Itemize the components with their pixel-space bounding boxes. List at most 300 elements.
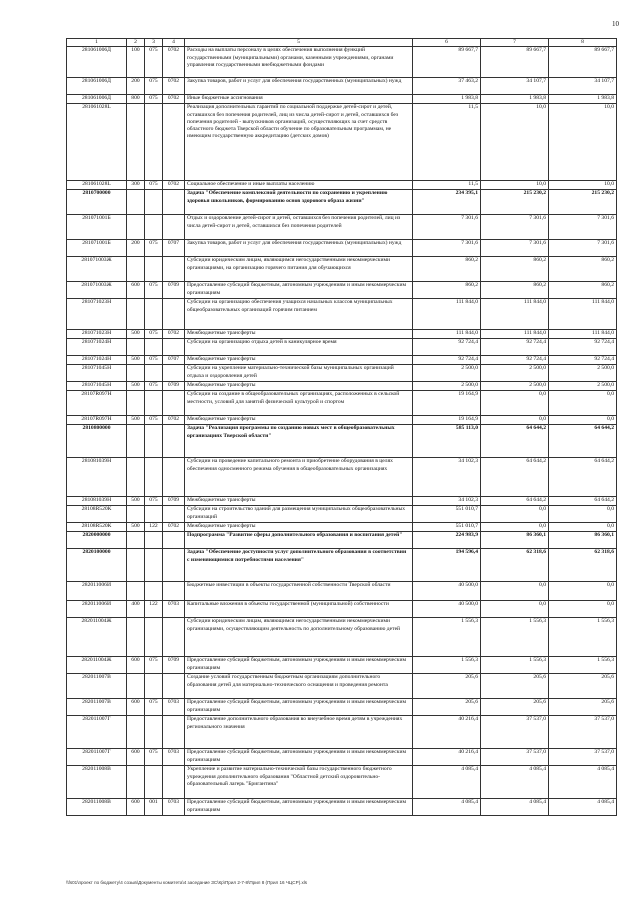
table-row [67, 299, 617, 330]
table-row [67, 618, 617, 657]
description-cell: Субсидии на проведение капитального ремонта и приобретение оборудования в целях обеспечения односменного режима обучения в общеобразовательных организациях [185, 458, 413, 497]
table-row [67, 601, 617, 618]
amount-year1-cell: 7 301,6 [413, 215, 481, 240]
amount-year3-cell: 205,6 [549, 699, 617, 716]
description-cell: Субсидии на организацию отдыха детей в каникулярное время [185, 339, 413, 356]
target-code-cell: 281071003Ж [67, 282, 127, 299]
ministry-code-cell: 075 [145, 282, 163, 299]
amount-year1-cell: 860,2 [413, 257, 481, 282]
amount-year2-cell: 860,2 [481, 257, 549, 282]
expense-type-cell [127, 104, 145, 181]
ministry-code-cell: 075 [145, 497, 163, 506]
amount-year3-cell: 0,0 [549, 523, 617, 532]
table-row [67, 716, 617, 749]
target-code-cell: 281061006Д [67, 47, 127, 78]
expense-type-cell: 600 [127, 749, 145, 766]
ministry-code-cell [145, 365, 163, 382]
amount-year3-cell: 860,2 [549, 257, 617, 282]
amount-year1-cell: 860,2 [413, 282, 481, 299]
expense-type-cell [127, 190, 145, 215]
target-code-cell: 2810800000 [67, 425, 127, 458]
expense-type-cell: 500 [127, 356, 145, 365]
amount-year3-cell: 4 085,4 [549, 766, 617, 799]
amount-year2-cell: 111 844,0 [481, 330, 549, 339]
section-code-cell [163, 104, 185, 181]
table-row [67, 95, 617, 104]
amount-year3-cell: 860,2 [549, 282, 617, 299]
target-code-cell: 281081039Н [67, 458, 127, 497]
target-code-cell: 282011008В [67, 766, 127, 799]
section-code-cell: 0702 [163, 181, 185, 190]
amount-year2-cell: 2 500,0 [481, 382, 549, 391]
amount-year1-cell: 194 596,4 [413, 549, 481, 582]
description-cell: Субсидии юридическим лицам, являющимся негосударственными некоммерческими организациями, на организацию горячего питания для обучающихся [185, 257, 413, 282]
page-number: 10 [612, 20, 619, 28]
table-row [67, 425, 617, 458]
amount-year1-cell: 19 164,9 [413, 416, 481, 425]
amount-year3-cell: 62 318,6 [549, 549, 617, 582]
amount-year2-cell: 10,0 [481, 104, 549, 181]
amount-year3-cell: 215 230,2 [549, 190, 617, 215]
target-code-cell: 28108R520К [67, 506, 127, 523]
expense-type-cell [127, 674, 145, 699]
amount-year1-cell: 224 983,9 [413, 532, 481, 549]
expense-type-cell: 600 [127, 282, 145, 299]
amount-year3-cell: 64 644,2 [549, 425, 617, 458]
amount-year3-cell: 0,0 [549, 582, 617, 601]
amount-year1-cell: 7 301,6 [413, 240, 481, 257]
amount-year3-cell: 0,0 [549, 601, 617, 618]
expense-type-cell [127, 425, 145, 458]
amount-year2-cell: 64 644,2 [481, 497, 549, 506]
target-code-cell: 28107R097Н [67, 391, 127, 416]
expense-type-cell [127, 339, 145, 356]
target-code-cell: 2810700000 [67, 190, 127, 215]
ministry-code-cell [145, 458, 163, 497]
table-row [67, 657, 617, 674]
amount-year2-cell: 64 644,2 [481, 425, 549, 458]
amount-year2-cell: 7 301,6 [481, 240, 549, 257]
amount-year1-cell: 40 216,4 [413, 749, 481, 766]
table-row [67, 674, 617, 699]
expense-type-cell [127, 549, 145, 582]
table-row [67, 749, 617, 766]
target-code-cell: 282011006И [67, 582, 127, 601]
amount-year2-cell: 37 537,0 [481, 749, 549, 766]
target-code-cell: 282011007Г [67, 749, 127, 766]
ministry-code-cell: 075 [145, 240, 163, 257]
section-code-cell [163, 458, 185, 497]
target-code-cell: 28107R097Н [67, 416, 127, 425]
section-code-cell: 0702 [163, 78, 185, 95]
expense-type-cell: 500 [127, 330, 145, 339]
amount-year1-cell: 551 010,7 [413, 506, 481, 523]
ministry-code-cell [145, 215, 163, 240]
section-code-cell: 0703 [163, 699, 185, 716]
column-number: 6 [413, 39, 481, 47]
amount-year3-cell: 34 107,7 [549, 78, 617, 95]
target-code-cell: 28108R520К [67, 523, 127, 532]
amount-year3-cell: 89 667,7 [549, 47, 617, 78]
amount-year3-cell: 7 301,6 [549, 240, 617, 257]
description-cell: Предоставление дополнительного образования во внеучебное время детям в учреждениях регионального значения [185, 716, 413, 749]
target-code-cell: 281071001Б [67, 215, 127, 240]
amount-year1-cell: 1 556,3 [413, 657, 481, 674]
section-code-cell [163, 425, 185, 458]
ministry-code-cell [145, 425, 163, 458]
table-row [67, 391, 617, 416]
table-body [67, 47, 617, 816]
amount-year2-cell: 10,0 [481, 181, 549, 190]
amount-year1-cell: 89 667,7 [413, 47, 481, 78]
description-cell: Расходы на выплаты персоналу в целях обеспечения выполнения функций государственными (муниципальными) органами, казенными учреждениями, органами управления государственными внебюджетными фондами [185, 47, 413, 78]
amount-year3-cell: 92 724,4 [549, 339, 617, 356]
description-cell: Социальное обеспечение и иные выплаты населению [185, 181, 413, 190]
amount-year1-cell: 11,5 [413, 104, 481, 181]
ministry-code-cell: 075 [145, 95, 163, 104]
section-code-cell [163, 618, 185, 657]
amount-year1-cell: 551 010,7 [413, 523, 481, 532]
expense-type-cell [127, 391, 145, 416]
amount-year3-cell: 0,0 [549, 391, 617, 416]
description-cell: Субсидии на организацию обеспечения учащихся начальных классов муниципальных общеобразовательных организаций горячим питанием [185, 299, 413, 330]
target-code-cell: 281061028L [67, 181, 127, 190]
description-cell: Межбюджетные трансферты [185, 523, 413, 532]
section-code-cell [163, 257, 185, 282]
description-cell: Предоставление субсидий бюджетным, автономным учреждениям и иным некоммерческим организациям [185, 749, 413, 766]
section-code-cell [163, 766, 185, 799]
ministry-code-cell [145, 549, 163, 582]
description-cell: Межбюджетные трансферты [185, 356, 413, 365]
amount-year3-cell: 0,0 [549, 416, 617, 425]
amount-year1-cell: 1 556,3 [413, 618, 481, 657]
target-code-cell: 281061006Д [67, 95, 127, 104]
table-row [67, 282, 617, 299]
ministry-code-cell [145, 532, 163, 549]
section-code-cell [163, 339, 185, 356]
description-cell: Субсидии на создание в общеобразовательных организациях, расположенных в сельской местности, условий для занятий физической культурой и спортом [185, 391, 413, 416]
target-code-cell: 281071045Н [67, 382, 127, 391]
description-cell: Закупка товаров, работ и услуг для обеспечения государственных (муниципальных) нужд [185, 240, 413, 257]
amount-year2-cell: 4 085,4 [481, 766, 549, 799]
amount-year2-cell: 860,2 [481, 282, 549, 299]
ministry-code-cell [145, 582, 163, 601]
amount-year1-cell: 234 395,1 [413, 190, 481, 215]
section-code-cell: 0703 [163, 799, 185, 816]
amount-year2-cell: 2 500,0 [481, 365, 549, 382]
amount-year2-cell: 1 556,3 [481, 618, 549, 657]
ministry-code-cell [145, 766, 163, 799]
target-code-cell: 281071023Н [67, 299, 127, 330]
description-cell: Иные бюджетные ассигнования [185, 95, 413, 104]
target-code-cell: 282011008В [67, 799, 127, 816]
amount-year1-cell: 205,6 [413, 674, 481, 699]
amount-year2-cell: 89 667,7 [481, 47, 549, 78]
amount-year2-cell: 0,0 [481, 582, 549, 601]
target-code-cell: 281071003Ж [67, 257, 127, 282]
table-row [67, 356, 617, 365]
table-row [67, 78, 617, 95]
ministry-code-cell [145, 391, 163, 416]
target-code-cell: 281061006Д [67, 78, 127, 95]
table-row [67, 799, 617, 816]
expense-type-cell: 600 [127, 657, 145, 674]
amount-year2-cell: 4 085,4 [481, 799, 549, 816]
amount-year3-cell: 111 844,0 [549, 330, 617, 339]
amount-year2-cell: 111 844,0 [481, 299, 549, 330]
amount-year3-cell: 1 983,8 [549, 95, 617, 104]
amount-year1-cell: 111 844,0 [413, 299, 481, 330]
table-row [67, 549, 617, 582]
amount-year2-cell: 1 556,3 [481, 657, 549, 674]
amount-year3-cell: 92 724,4 [549, 356, 617, 365]
amount-year3-cell: 4 085,4 [549, 799, 617, 816]
section-code-cell [163, 716, 185, 749]
ministry-code-cell: 122 [145, 523, 163, 532]
amount-year3-cell: 2 500,0 [549, 382, 617, 391]
ministry-code-cell [145, 506, 163, 523]
section-code-cell: 0709 [163, 657, 185, 674]
amount-year3-cell: 10,0 [549, 181, 617, 190]
column-number: 5 [185, 39, 413, 47]
description-cell: Предоставление субсидий бюджетным, автономным учреждениям и иным некоммерческим организациям [185, 282, 413, 299]
expense-type-cell [127, 766, 145, 799]
table-row [67, 190, 617, 215]
description-cell: Укрепление и развитие материально-технической базы государственного бюджетного учреждения дополнительного образования "Областной детский оздоровительно-образовательный лагерь "Бригантина" [185, 766, 413, 799]
amount-year1-cell: 585 113,0 [413, 425, 481, 458]
expense-type-cell [127, 299, 145, 330]
amount-year3-cell: 2 500,0 [549, 365, 617, 382]
table-row [67, 240, 617, 257]
expense-type-cell: 100 [127, 47, 145, 78]
amount-year3-cell: 37 537,0 [549, 749, 617, 766]
amount-year2-cell: 205,6 [481, 699, 549, 716]
amount-year2-cell: 0,0 [481, 416, 549, 425]
description-cell: Отдых и оздоровление детей-сирот и детей, оставшихся без попечения родителей, лиц из числа детей-сирот и детей, оставшихся без попечения родителей [185, 215, 413, 240]
amount-year1-cell: 92 724,4 [413, 339, 481, 356]
amount-year3-cell: 0,0 [549, 506, 617, 523]
description-cell: Создание условий государственным бюджетным организациям дополнительного образования детей для материально-технического оснащения и проведения ремонта [185, 674, 413, 699]
target-code-cell: 281071024Н [67, 339, 127, 356]
amount-year2-cell: 64 644,2 [481, 458, 549, 497]
amount-year1-cell: 4 085,4 [413, 799, 481, 816]
ministry-code-cell: 075 [145, 382, 163, 391]
amount-year1-cell: 1 983,8 [413, 95, 481, 104]
ministry-code-cell: 001 [145, 799, 163, 816]
table-row [67, 532, 617, 549]
budget-table [66, 38, 617, 816]
table-row [67, 582, 617, 601]
table-row [67, 181, 617, 190]
amount-year2-cell: 7 301,6 [481, 215, 549, 240]
table-row [67, 523, 617, 532]
expense-type-cell: 400 [127, 601, 145, 618]
description-cell: Межбюджетные трансферты [185, 330, 413, 339]
table-row [67, 215, 617, 240]
description-cell: Межбюджетные трансферты [185, 382, 413, 391]
table-row [67, 257, 617, 282]
amount-year3-cell: 64 644,2 [549, 497, 617, 506]
column-number: 4 [163, 39, 185, 47]
target-code-cell: 2820100000 [67, 549, 127, 582]
ministry-code-cell: 075 [145, 356, 163, 365]
description-cell: Предоставление субсидий бюджетным, автономным учреждениям и иным некоммерческим организациям [185, 699, 413, 716]
section-code-cell [163, 299, 185, 330]
amount-year3-cell: 64 644,2 [549, 458, 617, 497]
column-number: 7 [481, 39, 549, 47]
amount-year3-cell: 37 537,0 [549, 716, 617, 749]
table-row [67, 766, 617, 799]
amount-year3-cell: 7 301,6 [549, 215, 617, 240]
section-code-cell [163, 532, 185, 549]
amount-year2-cell: 92 724,4 [481, 339, 549, 356]
section-code-cell: 0707 [163, 240, 185, 257]
table-row [67, 104, 617, 181]
section-code-cell [163, 674, 185, 699]
table-row [67, 506, 617, 523]
column-number: 2 [127, 39, 145, 47]
description-cell: Подпрограмма "Развитие сферы дополнительного образования и воспитания детей" [185, 532, 413, 549]
expense-type-cell [127, 716, 145, 749]
section-code-cell: 0703 [163, 601, 185, 618]
table-row [67, 47, 617, 78]
amount-year2-cell: 92 724,4 [481, 356, 549, 365]
ministry-code-cell [145, 674, 163, 699]
description-cell: Задача "Реализация программы по созданию новых мест в общеобразовательных организациях Тверской области" [185, 425, 413, 458]
amount-year1-cell: 92 724,4 [413, 356, 481, 365]
expense-type-cell [127, 215, 145, 240]
target-code-cell: 281071001Б [67, 240, 127, 257]
ministry-code-cell: 075 [145, 416, 163, 425]
section-code-cell [163, 365, 185, 382]
description-cell: Субсидии на строительство зданий для размещения муниципальных общеобразовательных организаций [185, 506, 413, 523]
amount-year3-cell: 86 360,1 [549, 532, 617, 549]
section-code-cell: 0709 [163, 497, 185, 506]
amount-year1-cell: 111 844,0 [413, 330, 481, 339]
table-row [67, 339, 617, 356]
amount-year2-cell: 62 318,6 [481, 549, 549, 582]
section-code-cell: 0702 [163, 47, 185, 78]
target-code-cell: 282011007В [67, 699, 127, 716]
section-code-cell [163, 506, 185, 523]
section-code-cell: 0702 [163, 330, 185, 339]
ministry-code-cell [145, 618, 163, 657]
target-code-cell: 282011004Ж [67, 657, 127, 674]
ministry-code-cell [145, 339, 163, 356]
target-code-cell: 281061028L [67, 104, 127, 181]
section-code-cell: 0702 [163, 523, 185, 532]
amount-year3-cell: 1 556,3 [549, 657, 617, 674]
column-number-row [67, 39, 617, 47]
amount-year1-cell: 40 216,4 [413, 716, 481, 749]
expense-type-cell [127, 532, 145, 549]
description-cell: Предоставление субсидий бюджетным, автономным учреждениям и иным некоммерческим организациям [185, 799, 413, 816]
expense-type-cell: 500 [127, 382, 145, 391]
expense-type-cell [127, 618, 145, 657]
amount-year2-cell: 215 230,2 [481, 190, 549, 215]
amount-year1-cell: 2 500,0 [413, 365, 481, 382]
expense-type-cell: 800 [127, 95, 145, 104]
description-cell: Задача "Обеспечение доступности услуг дополнительного образования в соответствии с изменяющимися потребностями населения" [185, 549, 413, 582]
ministry-code-cell: 075 [145, 657, 163, 674]
amount-year1-cell: 34 102,3 [413, 497, 481, 506]
amount-year2-cell: 0,0 [481, 391, 549, 416]
target-code-cell: 282011006И [67, 601, 127, 618]
ministry-code-cell: 075 [145, 47, 163, 78]
expense-type-cell: 200 [127, 78, 145, 95]
amount-year3-cell: 111 844,0 [549, 299, 617, 330]
description-cell: Капитальные вложения в объекты государственной (муниципальной) собственности [185, 601, 413, 618]
target-code-cell: 2820000000 [67, 532, 127, 549]
expense-type-cell: 500 [127, 497, 145, 506]
description-cell: Бюджетные инвестиции в объекты государственной собственности Тверской области [185, 582, 413, 601]
section-code-cell [163, 549, 185, 582]
column-number: 1 [67, 39, 127, 47]
description-cell: Закупка товаров, работ и услуг для обеспечения государственных (муниципальных) нужд [185, 78, 413, 95]
ministry-code-cell [145, 716, 163, 749]
expense-type-cell [127, 458, 145, 497]
target-code-cell: 281071024Н [67, 356, 127, 365]
ministry-code-cell: 075 [145, 749, 163, 766]
amount-year3-cell: 1 556,3 [549, 618, 617, 657]
expense-type-cell: 500 [127, 523, 145, 532]
table-row [67, 365, 617, 382]
section-code-cell: 0702 [163, 416, 185, 425]
budget-table-container [66, 38, 616, 816]
target-code-cell: 282011007В [67, 674, 127, 699]
section-code-cell [163, 215, 185, 240]
expense-type-cell [127, 365, 145, 382]
target-code-cell: 281071045Н [67, 365, 127, 382]
table-row [67, 382, 617, 391]
ministry-code-cell [145, 190, 163, 215]
section-code-cell [163, 391, 185, 416]
ministry-code-cell: 075 [145, 330, 163, 339]
ministry-code-cell: 075 [145, 699, 163, 716]
amount-year2-cell: 0,0 [481, 601, 549, 618]
table-row [67, 497, 617, 506]
ministry-code-cell: 075 [145, 181, 163, 190]
expense-type-cell: 500 [127, 416, 145, 425]
expense-type-cell: 200 [127, 240, 145, 257]
amount-year2-cell: 37 537,0 [481, 716, 549, 749]
amount-year2-cell: 86 360,1 [481, 532, 549, 549]
ministry-code-cell: 075 [145, 78, 163, 95]
amount-year2-cell: 1 983,8 [481, 95, 549, 104]
amount-year1-cell: 40 500,0 [413, 582, 481, 601]
description-cell: Реализация дополнительных гарантий по социальной поддержке детей-сирот и детей, оставшихся без попечения родителей, лиц из числа детей-сирот и детей, оставшихся без попечения родителей - выпускников организаций, осуществляющих за счет средств областного бюджета Тверской области обучение по образовательным программам, не имеющим государственную аккредитацию (детских домов) [185, 104, 413, 181]
expense-type-cell [127, 582, 145, 601]
ministry-code-cell [145, 257, 163, 282]
amount-year3-cell: 10,0 [549, 104, 617, 181]
target-code-cell: 282011007Г [67, 716, 127, 749]
amount-year2-cell: 34 107,7 [481, 78, 549, 95]
amount-year1-cell: 37 463,2 [413, 78, 481, 95]
ministry-code-cell [145, 104, 163, 181]
table-row [67, 330, 617, 339]
section-code-cell [163, 582, 185, 601]
expense-type-cell [127, 257, 145, 282]
expense-type-cell: 600 [127, 799, 145, 816]
target-code-cell: 281081039Н [67, 497, 127, 506]
amount-year1-cell: 34 102,3 [413, 458, 481, 497]
amount-year2-cell: 0,0 [481, 506, 549, 523]
section-code-cell: 0707 [163, 356, 185, 365]
section-code-cell: 0709 [163, 382, 185, 391]
table-row [67, 458, 617, 497]
amount-year1-cell: 19 164,9 [413, 391, 481, 416]
ministry-code-cell [145, 299, 163, 330]
